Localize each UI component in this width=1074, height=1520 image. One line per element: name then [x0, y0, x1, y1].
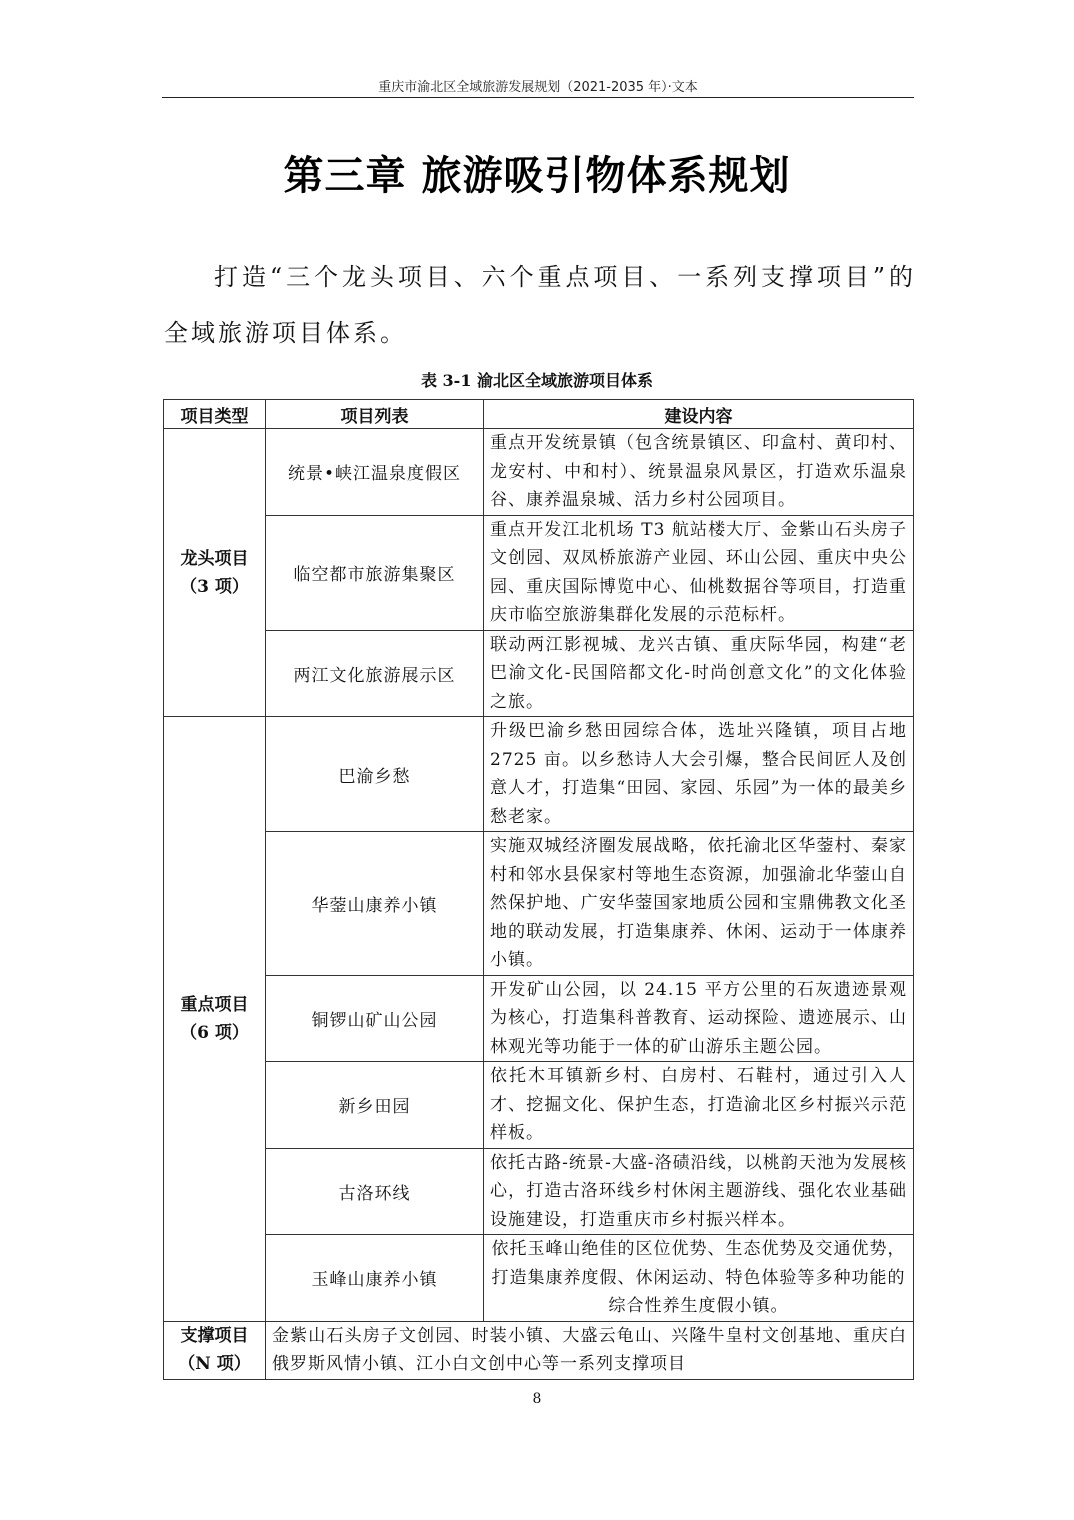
page-number: 8: [532, 1391, 542, 1407]
category-cell: [164, 1321, 266, 1379]
table-row: [164, 429, 914, 516]
project-name: 临空都市旅游集聚区: [266, 515, 484, 630]
category-name: 支撑项目: [180, 1326, 249, 1346]
project-content: 重点开发统景镇（包含统景镇区、印盒村、黄印村、龙安村、中和村）、统景温泉风景区，打造欢乐温泉谷、康养温泉城、活力乡村公园项目。: [484, 429, 914, 516]
header-cell-content: 建设内容: [484, 400, 914, 429]
category-name: 龙头项目: [180, 548, 249, 569]
project-table: [163, 399, 914, 1380]
category-cell: [164, 429, 266, 717]
table-header-row: [164, 400, 914, 429]
project-name: 华蓥山康养小镇: [266, 832, 484, 976]
table-row: [164, 717, 914, 832]
project-content: 依托古路-统景-大盛-洛碛沿线，以桃韵天池为发展核心，打造古洛环线乡村休闲主题游线、强化农业基础设施建设，打造重庆市乡村振兴样本。: [484, 1148, 914, 1235]
table-row: [164, 1235, 914, 1322]
project-name: 铜锣山矿山公园: [266, 975, 484, 1062]
project-content: 开发矿山公园，以 24.15 平方公里的石灰遗迹景观为核心，打造集科普教育、运动探险、遗迹展示、山林观光等功能于一体的矿山游乐主题公园。: [484, 975, 914, 1062]
chapter-title: 第三章 旅游吸引物体系规划: [283, 153, 791, 199]
header-cell-type: 项目类型: [164, 400, 266, 429]
header-cell-list: 项目列表: [266, 400, 484, 429]
project-content: 重点开发江北机场 T3 航站楼大厅、金紫山石头房子文创园、双凤桥旅游产业园、环山公园、重庆中央公园、重庆国际博览中心、仙桃数据谷等项目，打造重庆市临空旅游集群化发展的示范标杆。: [484, 515, 914, 630]
table-row: [164, 1062, 914, 1149]
running-header: 重庆市渝北区全域旅游发展规划（2021-2035 年）·文本: [378, 80, 698, 95]
project-name: 古洛环线: [266, 1148, 484, 1235]
project-content: 依托木耳镇新乡村、白房村、石鞋村，通过引入人才、挖掘文化、保护生态，打造渝北区乡村振兴示范样板。: [484, 1062, 914, 1149]
category-cell: [164, 717, 266, 1322]
project-content: 依托玉峰山绝佳的区位优势、生态优势及交通优势，打造集康养度假、休闲运动、特色体验等多种功能的综合性养生度假小镇。: [484, 1235, 914, 1322]
table-row: [164, 1321, 914, 1379]
table-row: [164, 975, 914, 1062]
table-row: [164, 1148, 914, 1235]
category-count: （6 项）: [180, 1022, 249, 1043]
project-content: 升级巴渝乡愁田园综合体，选址兴隆镇，项目占地 2725 亩。以乡愁诗人大会引爆，整合民间匠人及创意人才，打造集“田园、家园、乐园”为一体的最美乡愁老家。: [484, 717, 914, 832]
category-count: （3 项）: [180, 576, 249, 597]
header-rule: [162, 97, 914, 98]
category-count: （N 项）: [178, 1354, 251, 1374]
project-content: 联动两江影视城、龙兴古镇、重庆际华园，构建“老巴渝文化-民国陪都文化-时尚创意文化”的文化体验之旅。: [484, 630, 914, 717]
project-name: 统景•峡江温泉度假区: [266, 429, 484, 516]
table-row: [164, 630, 914, 717]
table-caption: 表 3-1 渝北区全域旅游项目体系: [420, 371, 654, 390]
table-row: [164, 515, 914, 630]
project-name: 玉峰山康养小镇: [266, 1235, 484, 1322]
intro-paragraph: 打造“三个龙头项目、六个重点项目、一系列支撑项目”的全域旅游项目体系。: [164, 263, 916, 347]
project-name: 两江文化旅游展示区: [266, 630, 484, 717]
category-name: 重点项目: [180, 994, 249, 1015]
project-name: 巴渝乡愁: [266, 717, 484, 832]
project-content: 实施双城经济圈发展战略，依托渝北区华蓥村、秦家村和邻水县保家村等地生态资源，加强渝北华蓥山自然保护地、广安华蓥国家地质公园和宝鼎佛教文化圣地的联动发展，打造集康养、休闲、运动于一体康养小镇。: [484, 832, 914, 976]
table-row: [164, 832, 914, 976]
project-name: 新乡田园: [266, 1062, 484, 1149]
support-projects-content: 金紫山石头房子文创园、时装小镇、大盛云龟山、兴隆牛皇村文创基地、重庆白俄罗斯风情小镇、江小白文创中心等一系列支撑项目: [266, 1321, 914, 1379]
